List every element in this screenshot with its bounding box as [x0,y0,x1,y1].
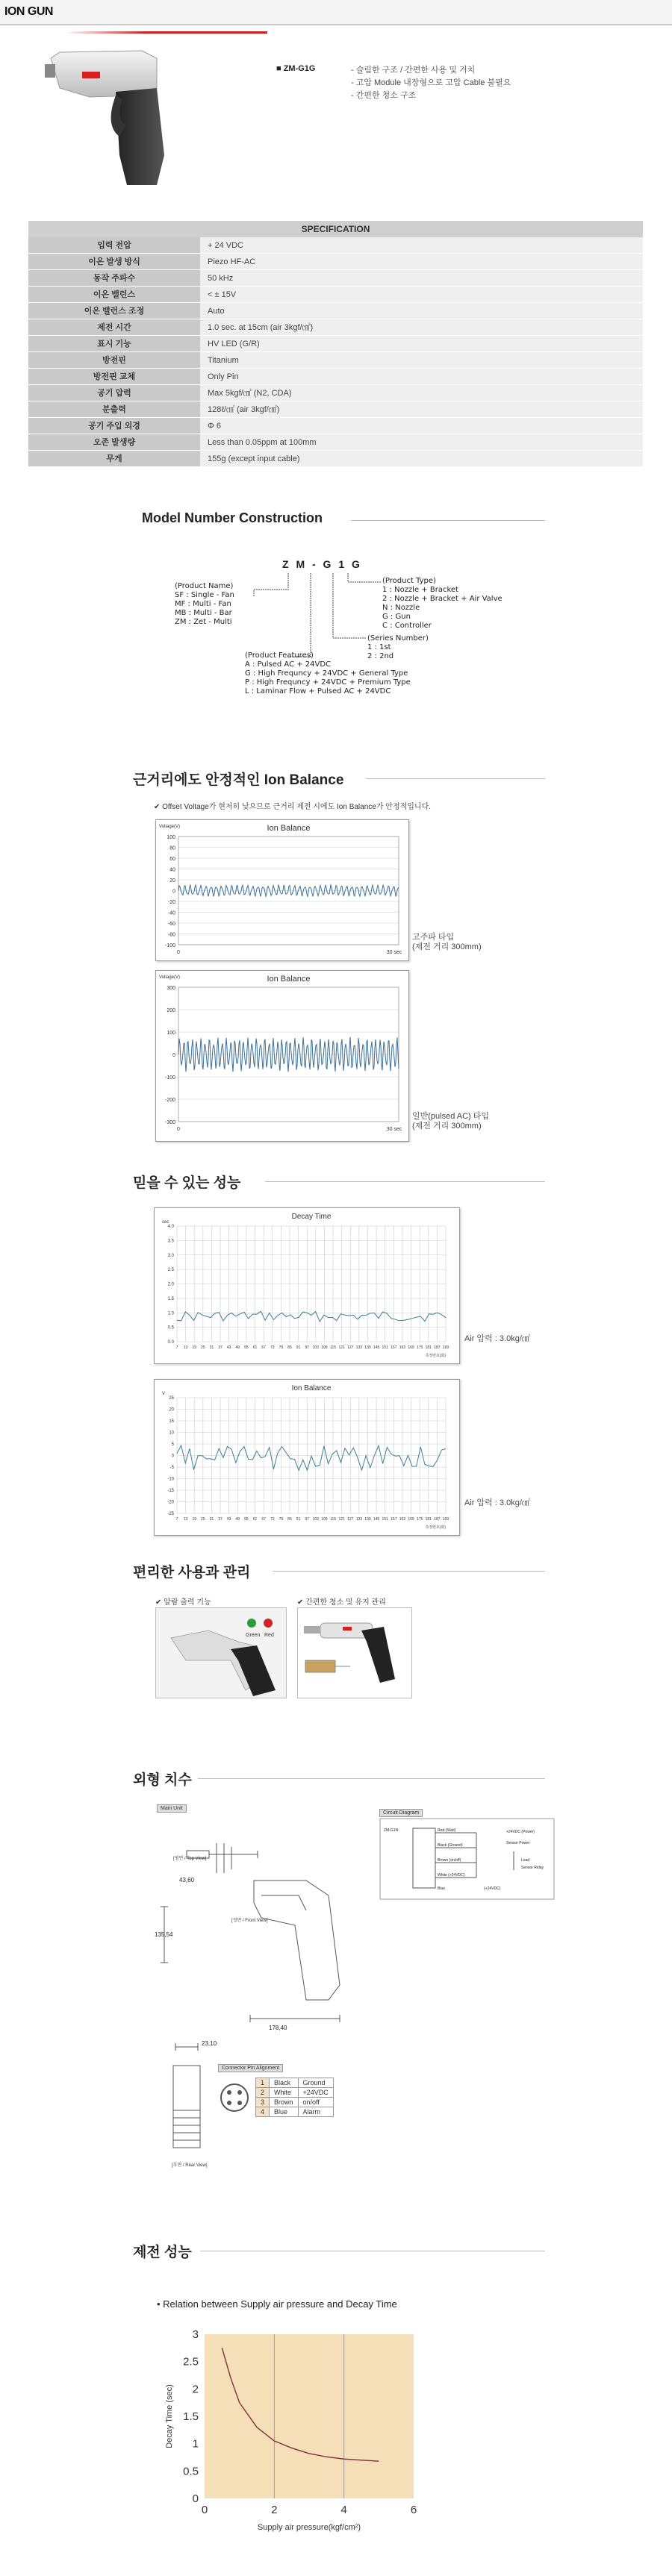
x-tick-label: 91 [296,1517,301,1522]
rear-view-drawing [157,2036,224,2185]
spec-row [28,352,643,369]
pin-number: 2 [256,2088,270,2098]
y-tick-label: 3.0 [167,1253,174,1258]
spec-key: 방전핀 교체 [28,369,200,384]
x-tick-label: 163 [399,1345,406,1350]
pin-row [256,2078,334,2088]
decay-section-title: 제전 성능 [133,2245,192,2260]
x-tick-label: 55 [244,1345,249,1350]
x-tick-label: 187 [434,1517,441,1522]
ion-balance-note: ✔ Offset Voltage가 현저히 낮으므로 근거리 제전 시에도 Ion Balance가 안정적입니다. [154,803,432,811]
spec-key: 제전 시간 [28,319,200,335]
y-axis-label: Voltage(V) [159,975,181,980]
x-tick-label: 151 [382,1345,388,1350]
x-tick-label: 67 [261,1517,266,1522]
divider [351,520,545,521]
x-tick-label: 7 [175,1345,178,1350]
spec-key: 이온 밸런스 조정 [28,303,200,319]
spec-key: 이온 발생 방식 [28,254,200,269]
x-tick-label: 97 [305,1517,309,1522]
x-tick-label: 115 [330,1345,337,1350]
y-tick-label: -25 [167,1512,174,1516]
svg-text:[후면 / Rear View]: [후면 / Rear View] [172,2163,208,2168]
y-tick-label: -200 [164,1098,175,1103]
x-tick-label: 13 [183,1345,188,1350]
y-axis-label: Decay Time (sec) [165,2384,174,2448]
svg-text:(+24VDC): (+24VDC) [484,1886,501,1891]
x-tick-label: 115 [330,1517,337,1522]
svg-text:+24VDC (Power): +24VDC (Power) [506,1830,535,1834]
spec-row [28,385,643,401]
y-axis-unit: V [162,1392,166,1396]
connector-icon [218,2081,251,2114]
svg-text:23,10: 23,10 [202,2040,217,2047]
x-tick-label: 127 [347,1517,354,1522]
y-tick-label: 3 [192,2328,199,2341]
svg-text:Sensor Relay: Sensor Relay [521,1866,544,1870]
spec-row [28,434,643,451]
x-tick-label: 37 [218,1517,223,1522]
ion-balance-caption-pulsed: 일반(pulsed AC) 타입 (제전 거리 300mm) [412,1112,490,1131]
y-tick-label: 2 [192,2383,199,2396]
ion-balance-chart-hf [155,819,409,961]
y-tick-label: 0.5 [183,2465,199,2478]
spec-value: HV LED (G/R) [200,336,643,351]
y-tick-label: 0.5 [167,1325,174,1331]
decay-time-chart [154,1207,460,1364]
spec-value: 50 kHz [200,270,643,286]
y-tick-label: 0 [172,889,175,895]
x-tick-label: 169 [408,1517,414,1522]
x-tick-label: 157 [391,1345,397,1350]
x-tick-label: 181 [425,1345,432,1350]
feature-item: - 간편한 청소 구조 [351,91,417,100]
svg-text:135,54: 135,54 [155,1931,173,1938]
svg-text:ZM-G1N: ZM-G1N [384,1828,399,1833]
x-tick-label: 151 [382,1517,388,1522]
performance-ion-balance-caption: Air 압력 : 3.0kg/㎠ [464,1498,530,1507]
x-tick-label: 181 [425,1517,432,1522]
pin-number: 3 [256,2098,270,2107]
spec-key: 방전핀 [28,352,200,368]
x-tick-label: 91 [296,1345,301,1350]
x-tick-label: 73 [270,1517,275,1522]
pin-function: Ground [298,2078,333,2088]
x-axis-unit: 측정번호(회) [425,1525,446,1530]
spec-value: Less than 0.05ppm at 100mm [200,434,643,450]
dimension-title: 외형 치수 [133,1772,192,1788]
chart-title: Ion Balance [267,975,311,984]
y-tick-label: 1.5 [167,1296,174,1301]
pin-row [256,2098,334,2107]
svg-text:[평면 / Top View]: [평면 / Top View] [173,1857,207,1861]
y-tick-label: 20 [169,878,175,884]
red-led-icon [264,1619,273,1628]
x-tick-label: 49 [235,1345,240,1350]
spec-row [28,303,643,319]
y-tick-label: 3.5 [167,1239,174,1244]
y-tick-label: 0 [192,2492,199,2505]
y-tick-label: 0 [171,1454,174,1459]
y-axis-label: Voltage(V) [159,825,181,829]
x-tick-label: 31 [209,1345,214,1350]
series-legend: (Series Number) 1 : 1st 2 : 2nd [367,634,429,660]
svg-text:Blue: Blue [438,1886,446,1891]
pin-color: Black [270,2078,299,2088]
decay-subtitle: • Relation between Supply air pressure and Decay Time [157,2298,397,2310]
decor-red-line [66,31,267,34]
svg-text:178,40: 178,40 [269,2025,287,2031]
spec-value: Piezo HF-AC [200,254,643,269]
x-tick-label: 31 [209,1517,214,1522]
x-tick-label: 67 [261,1345,266,1350]
y-tick-label: -100 [164,1075,175,1081]
x-tick-label: 127 [347,1345,354,1350]
spec-row [28,287,643,303]
x-tick-label: 97 [305,1345,309,1350]
x-axis-label: Supply air pressure(kgf/cm²) [257,2523,361,2532]
chart-title: Ion Balance [291,1384,332,1392]
x-tick-label: 103 [312,1517,319,1522]
spec-key: 공기 주입 외경 [28,418,200,434]
chart-title: Decay Time [291,1213,332,1221]
y-tick-label: 40 [169,867,175,873]
x-tick-label: 175 [416,1517,423,1522]
pin-color: Blue [270,2107,299,2117]
feature-item: - 고압 Module 내장형으로 고압 Cable 불필요 [351,78,511,87]
x-tick-label: 145 [373,1345,380,1350]
chart-title: Ion Balance [267,824,311,833]
x-tick-label: 61 [252,1517,258,1522]
pin-function: on/off [298,2098,333,2107]
x-tick-label: 73 [270,1345,275,1350]
x-tick-label: 157 [391,1517,397,1522]
x-tick-label: 175 [416,1345,423,1350]
svg-text:Sensor Power: Sensor Power [506,1841,530,1845]
x-tick-label: 193 [442,1517,449,1522]
x-tick-label: 85 [287,1345,292,1350]
y-tick-label: 80 [169,845,175,851]
ion-balance-caption-hf: 고주파 타입 (제전 거리 300mm) [412,933,482,951]
spec-row [28,451,643,467]
y-tick-label: -20 [167,1500,174,1505]
x-tick-label: 49 [235,1517,240,1522]
x-tick-label: 19 [192,1517,197,1522]
x-tick-label: 0 [177,950,180,955]
pin-row [256,2088,334,2098]
y-axis-unit: sec [162,1220,169,1225]
model-number-title: Model Number Construction [142,510,323,525]
product-name-legend: (Product Name) SF : Single - Fan MF : Multi - Fan MB : Multi - Bar ZM : Zet - Multi [175,582,234,626]
y-tick-label: 60 [169,857,175,862]
svg-text:Black (Ground): Black (Ground) [438,1843,463,1848]
y-tick-label: 10 [169,1431,174,1436]
x-tick-label: 13 [183,1517,188,1522]
y-tick-label: 100 [167,835,175,840]
spec-key: 분출력 [28,401,200,417]
spec-value: Titanium [200,352,643,368]
svg-text:White (+24VDC): White (+24VDC) [438,1873,465,1878]
product-type-legend: (Product Type) 1 : Nozzle + Bracket 2 : Nozzle + Bracket + Air Valve N : Nozzle G : Gun C : Controller [382,577,503,630]
y-tick-label: -5 [169,1466,174,1470]
cleaning-photo [297,1607,412,1698]
spec-key: 입력 전압 [28,237,200,253]
y-tick-label: 20 [169,1407,174,1413]
spec-value: 155g (except input cable) [200,451,643,466]
spec-value: 128ℓ/㎠ (air 3kgf/㎠) [200,401,643,417]
x-axis-unit: 측정번호(회) [425,1354,446,1358]
svg-text:43,60: 43,60 [179,1877,195,1883]
svg-text:Brown (on/off): Brown (on/off) [438,1858,461,1863]
x-tick-label: 25 [201,1345,205,1350]
x-tick-label: 0 [201,2504,208,2516]
circuit-diagram [379,1818,555,1900]
x-tick-label: 55 [244,1517,249,1522]
pin-row [256,2107,334,2117]
product-features-legend: (Product Features) A : Pulsed AC + 24VDC G : High Frequncy + 24VDC + General Type P : High Frequncy + 24VDC + Premium Type L : Laminar Flow + Pulsed AC + 24VDC [245,651,411,695]
model-code: Z M - G 1 G [282,558,362,570]
y-tick-label: -10 [167,1477,174,1482]
decay-chart [160,2319,473,2543]
svg-text:Red: Red [264,1633,274,1638]
x-tick-label: 169 [408,1345,414,1350]
x-tick-label: 6 [410,2504,417,2516]
y-tick-label: 25 [169,1396,174,1401]
series-line [177,1445,446,1470]
spec-key: 동작 주파수 [28,270,200,286]
spec-row [28,336,643,352]
spec-value: Only Pin [200,369,643,384]
y-tick-label: 2.5 [183,2355,199,2369]
x-tick-label: 25 [201,1517,205,1522]
y-tick-label: 2.5 [167,1268,174,1273]
x-tick-label: 139 [364,1517,371,1522]
feature-item: - 슬림한 구조 / 간편한 사용 및 거치 [351,66,476,75]
x-tick-label: 145 [373,1517,380,1522]
divider [273,1571,545,1572]
pin-number: 1 [256,2078,270,2088]
spec-row [28,319,643,336]
spec-value: Max 5kgf/㎠ (N2, CDA) [200,385,643,401]
page-header [0,0,672,25]
product-model: ■ ZM-G1G [276,64,316,73]
svg-text:Load: Load [521,1858,530,1863]
x-tick-label: 37 [218,1345,223,1350]
spec-value: Auto [200,303,643,319]
spec-row [28,254,643,270]
ion-gun-photo [45,36,194,193]
x-tick-label: 121 [338,1517,345,1522]
x-tick-label: 30 sec [386,1127,402,1132]
alarm-feature-label: ✔ 알람 출력 기능 [155,1598,211,1607]
y-tick-label: 300 [167,986,175,991]
y-tick-label: 1.0 [167,1311,174,1316]
circuit-diagram-tag: Circuit Diagram [379,1809,423,1817]
spec-value: 1.0 sec. at 15cm (air 3kgf/㎠) [200,319,643,335]
convenience-title: 편리한 사용과 관리 [133,1565,251,1581]
connector-title: Connector Pin Alignment [218,2064,283,2072]
x-tick-label: 61 [252,1345,258,1350]
divider [265,1181,545,1182]
spec-key: 오존 발생량 [28,434,200,450]
y-tick-label: 1.5 [183,2410,199,2423]
y-tick-label: -20 [167,900,175,905]
spec-value: < ± 15V [200,287,643,302]
y-tick-label: -40 [167,910,175,916]
performance-title: 믿을 수 있는 성능 [133,1175,241,1191]
y-tick-label: 4.0 [167,1225,174,1229]
green-led-icon [247,1619,256,1628]
pin-color: White [270,2088,299,2098]
y-tick-label: -80 [167,932,175,938]
x-tick-label: 2 [271,2504,278,2516]
svg-text:Green: Green [246,1633,261,1638]
spec-value: + 24 VDC [200,237,643,253]
spec-value: Φ 6 [200,418,643,434]
pin-function: Alarm [298,2107,333,2117]
x-tick-label: 187 [434,1345,441,1350]
x-tick-label: 193 [442,1345,449,1350]
product-features [351,64,511,102]
x-tick-label: 121 [338,1345,345,1350]
y-tick-label: 5 [171,1442,174,1447]
spec-title: SPECIFICATION [28,221,643,237]
y-tick-label: 15 [169,1419,174,1424]
spec-key: 표시 기능 [28,336,200,351]
y-tick-label: 0 [172,1053,175,1058]
spec-row [28,270,643,287]
pin-function: +24VDC [298,2088,333,2098]
x-tick-label: 0 [177,1127,180,1132]
x-tick-label: 79 [279,1517,284,1522]
ion-balance-title: 근거리에도 안정적인 Ion Balance [133,772,344,788]
divider [366,778,545,779]
performance-ion-balance-chart [154,1379,460,1536]
pin-color: Brown [270,2098,299,2107]
x-tick-label: 163 [399,1517,406,1522]
dimension-drawing [157,1813,381,2037]
x-tick-label: 79 [279,1345,284,1350]
spec-row [28,369,643,385]
connector-pin-alignment [218,2060,345,2117]
cleaning-feature-label: ✔ 간편한 청소 및 유지 관리 [297,1598,386,1607]
y-tick-label: -300 [164,1120,175,1125]
x-tick-label: 43 [226,1517,231,1522]
x-tick-label: 103 [312,1345,319,1350]
y-tick-label: 2.0 [167,1282,174,1287]
y-tick-label: 200 [167,1008,175,1013]
x-tick-label: 4 [340,2504,347,2516]
x-tick-label: 139 [364,1345,371,1350]
spec-row [28,237,643,254]
y-tick-label: 1 [192,2437,199,2451]
spec-table [28,221,643,467]
y-tick-label: 100 [167,1031,175,1036]
decay-time-caption: Air 압력 : 3.0kg/㎠ [464,1334,530,1343]
x-tick-label: 19 [192,1345,197,1350]
page-title: ION GUN [4,5,53,18]
x-tick-label: 7 [175,1517,178,1522]
alarm-photo [155,1607,287,1698]
y-tick-label: 0.0 [167,1340,174,1345]
divider [198,1778,545,1779]
spec-key: 이온 밸런스 [28,287,200,302]
spec-row [28,418,643,434]
plot-area [205,2334,414,2498]
spec-key: 공기 압력 [28,385,200,401]
svg-text:[정면 / Front View]: [정면 / Front View] [231,1919,268,1923]
pin-number: 4 [256,2107,270,2117]
x-tick-label: 30 sec [386,950,402,955]
spec-row [28,401,643,418]
x-tick-label: 109 [321,1517,328,1522]
spec-key: 무게 [28,451,200,466]
x-tick-label: 43 [226,1345,231,1350]
main-unit-tag: Main Unit [157,1804,187,1813]
y-tick-label: -100 [164,943,175,948]
svg-text:Red (Start): Red (Start) [438,1828,456,1833]
x-tick-label: 133 [355,1345,363,1350]
y-tick-label: -15 [167,1489,174,1493]
ion-balance-chart-pulsed [155,970,409,1142]
x-tick-label: 109 [321,1345,328,1350]
x-tick-label: 85 [287,1517,292,1522]
y-tick-label: -60 [167,922,175,927]
pin-table [255,2078,334,2117]
x-tick-label: 133 [355,1517,363,1522]
